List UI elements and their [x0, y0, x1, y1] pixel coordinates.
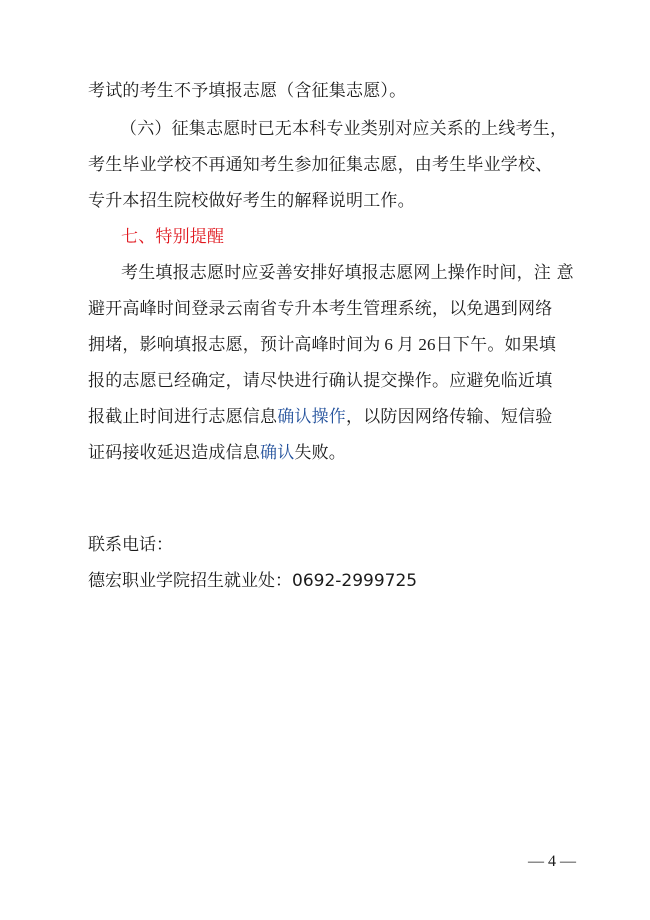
text-span: 日下午。如果填: [435, 335, 557, 355]
paragraph-line: 考试的考生不予填报志愿（含征集志愿）。: [88, 81, 407, 101]
date-day-number: 26: [418, 335, 436, 354]
text-span: 月: [397, 335, 415, 355]
text-span: 证码接收延迟造成信息: [88, 443, 260, 463]
date-month-number: 6: [384, 335, 394, 354]
text-span: 报截止时间进行志愿信息: [88, 407, 278, 427]
paragraph-line: 考生填报志愿时应妥善安排好填报志愿网上操作时间，注 意: [121, 263, 574, 283]
paragraph-line: 报的志愿已经确定，请尽快进行确认提交操作。应避免临近填: [88, 371, 553, 391]
paragraph-line: 考生毕业学校不再通知考生参加征集志愿，由考生毕业学校、: [88, 155, 553, 175]
paragraph-line: 专升本招生院校做好考生的解释说明工作。: [88, 191, 415, 211]
text-span: 拥堵，影响填报志愿，预计高峰时间为: [88, 335, 381, 355]
paragraph-line: [88, 334, 556, 356]
paragraph-line: 避开高峰时间登录云南省专升本考生管理系统，以免遇到网络: [88, 299, 553, 319]
text-span: 失败。: [294, 443, 347, 463]
page-number: — 4 —: [528, 853, 576, 870]
contact-label: 联系电话：: [88, 535, 173, 555]
paragraph-line: [88, 442, 346, 464]
section-heading: 七、特别提醒: [121, 227, 225, 247]
contact-entry: 德宏职业学院招生就业处：0692-2999725: [88, 571, 418, 591]
paragraph-line: （六）征集志愿时已无本科专业类别对应关系的上线考生，: [120, 119, 568, 139]
paragraph-line: [88, 406, 552, 428]
text-span: ，以防因网络传输、短信验: [346, 407, 553, 427]
highlighted-text: 确认操作: [277, 407, 347, 427]
highlighted-text: 确认: [260, 443, 295, 463]
